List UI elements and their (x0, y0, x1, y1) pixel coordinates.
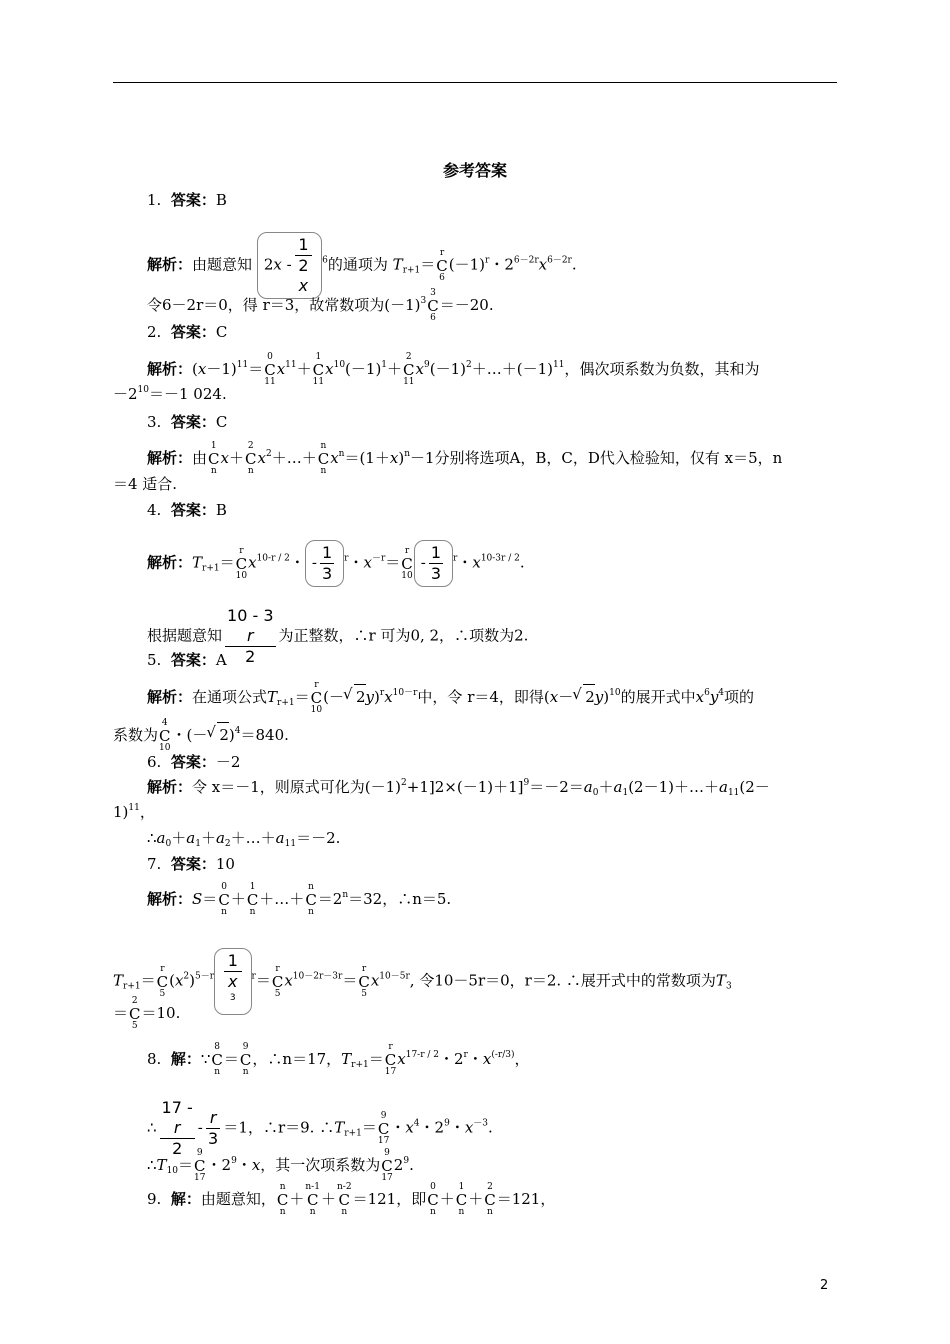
q6-analysis: 解析：令 x＝－1，则原式可化为$(-1)^2+1]2\times(-1)+1]^9=-2=a_0+a_1(2-1)+\dots+a_{11}(2-$ (147, 778, 770, 798)
q7-general-term: $T_{r+1}=$ r C 5 $(x^2)^{5-r}$ 1 x $^3$ $^r$＝ r C 5 $x^{10-2r-3r}=$ r C 5 $x^{10-5r}$, 令10－5r＝0，r＝2. ∴展开式中的常数项为$T_3$ (113, 948, 732, 1015)
q7-analysis: 解析：S＝ 0 C n ＋ 1 C n ＋…＋ n C n $=2^n=32$，∴n＝5. (147, 882, 452, 917)
q4-answer: 4. 答案：B (147, 501, 227, 519)
q5-answer: 5. 答案：A (147, 651, 227, 669)
q6-answer: 6. 答案：－2 (147, 753, 241, 771)
page-title: 参考答案 (442, 161, 507, 180)
q1-answer: 1. 答案：B (147, 191, 227, 209)
q8-equation: ∴ 17 - r 2 - $\frac{r}{3}$ ＝1，∴r＝9. $\therefore T_{r+1}=$ 9 C 17 ・$x^4$・$2^9$・$x^{-3}$. (147, 1098, 493, 1158)
q9-solution: 9. 解：由题意知， n C n ＋ n-1 C n ＋ n-2 C n ＝121，即 0 C n ＋ 1 C n ＋ 2 C n ＝121， (147, 1182, 556, 1217)
q4-analysis: 解析：$T_{r+1}=$ r C 10 $x^{10-r / 2}$・ - $\frac{1}{3}$ $^r$・$x^{-r}=$ r C 10 - $\frac{1}{3}$ $^r$・$x^{10-3r / 2}$. (147, 540, 525, 587)
q6-conclusion: $\therefore a_0+a_1+a_2+\dots+a_{11}=-2$. (147, 829, 341, 849)
q4-conclusion: 根据题意知 10 - 3 r 2 为正整数，∴r 可为0, 2，∴项数为2. (147, 606, 529, 666)
q8-conclusion: $\therefore T_{10}=$ 9 C 17 ・$2^9$・x，其一次项系数为 9 C 17 $2^9$. (147, 1148, 414, 1183)
q7-answer: 7. 答案：10 (147, 855, 235, 873)
q5-analysis: 解析：在通项公式$T_{r+1}=$ r C 10 (－√ $2y)^rx^{10-r}$中，令 r＝4，即得(x－√ 2y)$^{10}$的展开式中$x^6y^4$项的 (147, 680, 754, 716)
q3-answer: 3. 答案：C (147, 413, 228, 431)
header-rule (113, 82, 837, 83)
q5-conclusion: 系数为 4 C 10 ・(－√ 2)$^4$＝840. (113, 718, 289, 754)
q2-answer: 2. 答案：C (147, 323, 228, 341)
q6-continued: 1)$^{11}$， (113, 803, 155, 821)
q1-conclusion: 令6－2r＝0，得 r＝3，故常数项为$(-1)^3$ 3 C 6 ＝－20. (147, 288, 494, 323)
q3-conclusion: ＝4 适合. (113, 475, 178, 493)
q3-analysis: 解析：由 1 C n x＋ 2 C n $x^2+\dots+$ n C n $x^n=(1+x)^n-1$分别将选项A，B，C，D代入检验知，仅有 x＝5，n (147, 441, 783, 476)
q1-analysis: 解析：由题意知 2x - 1 2 x $^6$的通项为 $T_{r+1}=$ r C 6 $(-1)^r$・$2^{6-2r}x^{6-2r}$. (147, 232, 577, 299)
q2-conclusion: $-2^{10}=-1$ 024. (113, 385, 227, 403)
q2-analysis: 解析：$(x-1)^{11}=$ 0 C 11 $x^{11}+$ 1 C 11 $x^{10}(-1)^1+$ 2 C 11 $x^9(-1)^2+\dots+(-1)^{11}$，偶次项系数为负数，其和为 (147, 352, 760, 387)
q7-conclusion: ＝ 2 C 5 ＝10. (113, 996, 181, 1031)
page-number: 2 (820, 1278, 829, 1293)
q8-solution: 8. 解：∵ 8 C n ＝ 9 C n ，∴n＝17，$T_{r+1}=$ r C 17 $x^{17-r / 2}$・2$^r$・$x^{(-r/3)}$， (147, 1042, 530, 1077)
